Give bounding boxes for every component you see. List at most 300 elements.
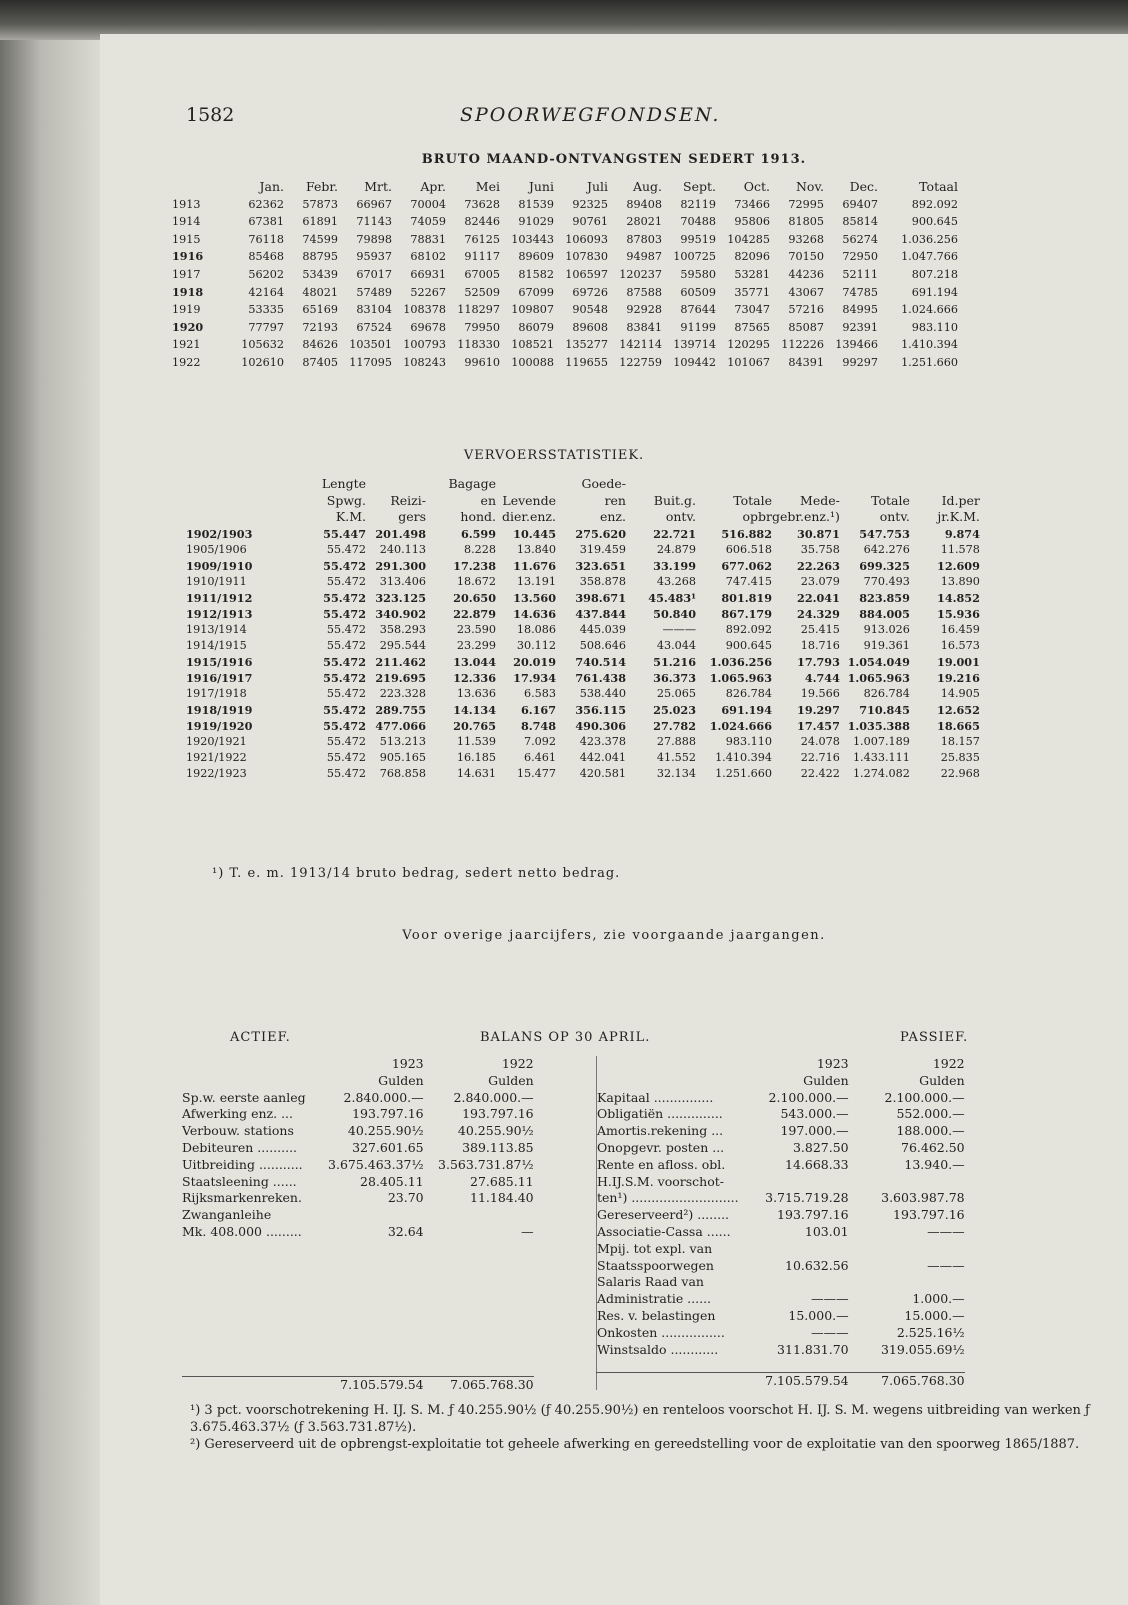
balans-value-1922: 319.055.69½	[880, 1341, 965, 1357]
cell: 807.218	[911, 267, 958, 281]
balans-value-1923: ———	[811, 1324, 849, 1340]
cell: 710.845	[859, 702, 910, 717]
cell: 17.934	[513, 670, 556, 685]
cell: 19.001	[937, 654, 980, 669]
cell: 15.936	[937, 606, 980, 621]
total-1923: 7.105.579.54	[739, 1372, 849, 1389]
cell: 892.092	[911, 197, 958, 211]
cell: 1.024.666	[709, 718, 772, 733]
passief-table	[596, 1056, 965, 1390]
cell: 55.472	[326, 766, 366, 780]
balans-value-1922: 1.000.—	[912, 1291, 965, 1307]
cell: 89609	[518, 250, 554, 264]
cell: 9.874	[944, 526, 980, 541]
cell: 71143	[356, 215, 392, 229]
cell: 52267	[410, 285, 446, 299]
vervoer-title: VERVOERSSTATISTIEK.	[463, 448, 645, 463]
cell: 103443	[511, 232, 554, 246]
cell: 107830	[565, 250, 608, 264]
balans-row	[182, 1157, 534, 1174]
cell: 122759	[619, 355, 662, 369]
spacer-row	[182, 1241, 534, 1377]
cell: 201.498	[375, 526, 426, 541]
cell: 340.902	[375, 606, 426, 621]
cell: 85814	[842, 215, 878, 229]
month-header: Jan.	[259, 179, 284, 194]
balans-label: Sp.w. eerste aanleg	[182, 1089, 306, 1105]
month-header: Aug.	[632, 179, 662, 194]
cell: 72950	[842, 250, 878, 264]
balans-value-1922: 193.797.16	[893, 1207, 965, 1223]
row-year: 1912/1913	[186, 606, 253, 621]
column-header-medegebr: Mede-	[800, 492, 840, 508]
balans-value-1922: 2.100.000.—	[884, 1089, 965, 1105]
balans-row	[597, 1274, 965, 1291]
monthly-header-row	[172, 178, 958, 196]
balans-value-1923: 2.100.000.—	[768, 1089, 849, 1105]
cell: 92928	[626, 303, 662, 317]
vervoer-footnote: ¹) T. e. m. 1913/14 bruto bedrag, sedert netto bedrag.	[212, 866, 621, 881]
cell: 85087	[788, 320, 824, 334]
cell: 89408	[626, 197, 662, 211]
row-year: 1916/1917	[186, 670, 253, 685]
balans-value-1922: ———	[927, 1223, 965, 1239]
balans-value-1922: —	[521, 1223, 534, 1239]
cell: 900.645	[725, 638, 772, 652]
table-row	[186, 574, 980, 590]
cell: 76118	[248, 232, 284, 246]
cell: 117095	[349, 355, 392, 369]
column-header-totale_ontv: Totale	[871, 492, 910, 508]
actief-table	[182, 1056, 534, 1394]
cell: 219.695	[375, 670, 426, 685]
cell: 8.228	[463, 542, 496, 556]
cell: 13.636	[456, 686, 496, 700]
cell: 105632	[241, 338, 284, 352]
cell: 24.078	[800, 734, 840, 748]
cell: 53439	[302, 267, 338, 281]
cell: 18.086	[516, 622, 556, 636]
cell: 87803	[626, 232, 662, 246]
cell: 1.036.256	[709, 654, 772, 669]
balans-value-1922: 40.255.90½	[457, 1123, 534, 1139]
total-1922: 7.065.768.30	[849, 1372, 965, 1389]
month-header: Mrt.	[364, 179, 392, 194]
balans-row	[182, 1090, 534, 1107]
row-year: 1917/1918	[186, 686, 247, 700]
cell: 420.581	[579, 766, 626, 780]
cell: 490.306	[575, 718, 626, 733]
page-number: 1582	[186, 104, 235, 126]
column-header-totale_ontv: ontv.	[879, 509, 910, 524]
cell: 538.440	[579, 686, 626, 700]
cell: 27.782	[653, 718, 696, 733]
cell: 22.968	[940, 766, 980, 780]
cell: 57873	[302, 197, 338, 211]
column-header-levende	[496, 476, 556, 493]
cell: 42164	[248, 285, 284, 299]
actief-unit-b: Gulden	[488, 1072, 534, 1088]
cell: 1.433.111	[852, 750, 910, 764]
cell: 884.005	[859, 606, 910, 621]
column-header-buitg	[626, 476, 696, 493]
cell: 41.552	[656, 750, 696, 764]
actief-unit-a: Gulden	[378, 1072, 424, 1088]
cell: 67005	[464, 267, 500, 281]
cell: 69407	[842, 197, 878, 211]
cell: 70150	[788, 250, 824, 264]
balans-row	[597, 1258, 965, 1275]
column-header-totale_opbr	[696, 476, 772, 493]
cell: 1.047.766	[901, 250, 958, 264]
cell: 25.415	[800, 622, 840, 636]
balans-label: Obligatiën ..............	[597, 1106, 723, 1122]
cell: 84391	[788, 355, 824, 369]
balans-value-1922: 389.113.85	[462, 1139, 534, 1155]
cell: 48021	[302, 285, 338, 299]
cell: 7.092	[523, 734, 556, 748]
balans-value-1923: 40.255.90½	[347, 1123, 424, 1139]
balans-value-1922	[849, 1174, 965, 1191]
book-spine	[0, 0, 100, 1605]
balans-label: Uitbreiding ...........	[182, 1156, 303, 1172]
cell: 14.134	[453, 702, 496, 717]
balans-value-1923	[739, 1174, 849, 1191]
table-row	[172, 248, 958, 266]
cell: 516.882	[721, 526, 772, 541]
balans-value-1923: 23.70	[387, 1190, 424, 1206]
cell: 109807	[511, 303, 554, 317]
cell: 30.871	[797, 526, 840, 541]
cell: 28021	[626, 215, 662, 229]
cell: 508.646	[579, 638, 626, 652]
cell: 1.274.082	[852, 766, 910, 780]
row-year: 1922/1923	[186, 766, 247, 780]
cell: 99610	[464, 355, 500, 369]
row-year: 1913/1914	[186, 622, 247, 636]
cell: 20.019	[513, 654, 556, 669]
balans-value-1923: 327.601.65	[352, 1139, 424, 1155]
row-year: 1922	[172, 355, 201, 369]
balans-value-1922	[424, 1207, 534, 1224]
cell: 10.445	[513, 526, 556, 541]
cell: 11.539	[456, 734, 496, 748]
balans-label: Mk. 408.000 .........	[182, 1223, 302, 1239]
cell: 91117	[464, 250, 500, 264]
cell: 22.879	[453, 606, 496, 621]
month-header: Mei	[475, 179, 500, 194]
total-row	[597, 1372, 965, 1389]
balans-row	[597, 1140, 965, 1157]
cell: 6.599	[460, 526, 496, 541]
cell: 112226	[781, 338, 824, 352]
cell: 100725	[673, 250, 716, 264]
balans-value-1923: 193.797.16	[352, 1106, 424, 1122]
row-year: 1915/1916	[186, 654, 253, 669]
cell: 100088	[511, 355, 554, 369]
cell: 72193	[302, 320, 338, 334]
cell: 826.784	[725, 686, 772, 700]
total-spacer	[597, 1372, 739, 1389]
cell: 84626	[302, 338, 338, 352]
table-row	[186, 734, 980, 750]
balans-row	[597, 1190, 965, 1207]
cell: 826.784	[863, 686, 910, 700]
month-header: Nov.	[795, 179, 824, 194]
header-spacer	[186, 509, 308, 526]
cell: 691.194	[911, 285, 958, 299]
column-header-reizigers: Reizi-	[390, 492, 426, 508]
cell: 55.472	[323, 606, 366, 621]
cell: 761.438	[575, 670, 626, 685]
actief-year-a: 1923	[391, 1056, 424, 1071]
cell: 20.765	[453, 718, 496, 733]
balans-label: Onopgevr. posten ...	[597, 1139, 725, 1155]
cell: 1.251.660	[715, 766, 772, 780]
cell: 57216	[788, 303, 824, 317]
balans-row	[597, 1325, 965, 1342]
row-year: 1919	[172, 303, 201, 317]
cell: 291.300	[375, 558, 426, 573]
column-header-totale_opbr: opbr	[742, 509, 772, 524]
balans-value-1923	[306, 1207, 424, 1224]
column-header-bagage: hond.	[460, 509, 496, 524]
cell: 983.110	[725, 734, 772, 748]
balans-value-1923: 2.840.000.—	[343, 1089, 424, 1105]
cell: 33.199	[653, 558, 696, 573]
cell: 74059	[410, 215, 446, 229]
passief-year-b: 1922	[932, 1056, 965, 1071]
month-header: Febr.	[306, 179, 338, 194]
cell: 93268	[788, 232, 824, 246]
cell: 55.472	[323, 558, 366, 573]
cell: 12.336	[453, 670, 496, 685]
cell: 323.125	[375, 590, 426, 605]
cell: 118297	[457, 303, 500, 317]
cell: 22.263	[797, 558, 840, 573]
passief-unit-b: Gulden	[919, 1072, 965, 1088]
cell: 19.566	[800, 686, 840, 700]
row-year: 1902/1903	[186, 526, 253, 541]
cell: 82446	[464, 215, 500, 229]
cell: 691.194	[721, 702, 772, 717]
cell: 867.179	[721, 606, 772, 621]
cell: 73466	[734, 197, 770, 211]
cell: 88795	[302, 250, 338, 264]
cell: 36.373	[653, 670, 696, 685]
cell: 983.110	[911, 320, 958, 334]
cell: 445.039	[579, 622, 626, 636]
cell: 1.251.660	[901, 355, 958, 369]
balans-row	[182, 1106, 534, 1123]
balans-row	[597, 1123, 965, 1140]
cell: 55.472	[326, 750, 366, 764]
cell: 356.115	[575, 702, 626, 717]
column-header-idper: Id.per	[941, 492, 980, 508]
cell: 87565	[734, 320, 770, 334]
cell: 30.112	[516, 638, 556, 652]
cell: 72995	[788, 197, 824, 211]
cell: 1.410.394	[715, 750, 772, 764]
balans-label: Onkosten ................	[597, 1324, 725, 1340]
cell: 32.134	[656, 766, 696, 780]
cell: 358.293	[379, 622, 426, 636]
balans-row	[597, 1207, 965, 1224]
balans-title: BALANS OP 30 APRIL.	[480, 1030, 651, 1045]
cell: 20.650	[453, 590, 496, 605]
cell: 90761	[572, 215, 608, 229]
balans-row	[597, 1241, 965, 1258]
cell: 57489	[356, 285, 392, 299]
cell: 85468	[248, 250, 284, 264]
month-header: Apr.	[420, 179, 446, 194]
cell: 142114	[619, 338, 662, 352]
column-header-idper: jr.K.M.	[937, 509, 980, 524]
cell: 323.651	[575, 558, 626, 573]
cell: 22.422	[800, 766, 840, 780]
table-row	[172, 196, 958, 214]
cell: 801.819	[721, 590, 772, 605]
cell: 55.472	[323, 670, 366, 685]
cell: 1.054.049	[847, 654, 910, 669]
balans-label: H.IJ.S.M. voorschot-	[597, 1173, 724, 1189]
actief-label: ACTIEF.	[230, 1030, 291, 1045]
balans-row	[182, 1224, 534, 1241]
month-header: Juli	[586, 179, 608, 194]
row-year: 1917	[172, 267, 201, 281]
cell: 8.748	[520, 718, 556, 733]
cell: 16.459	[940, 622, 980, 636]
cell: 211.462	[375, 654, 426, 669]
row-year: 1914/1915	[186, 638, 247, 652]
column-header-lengte: K.M.	[335, 509, 366, 524]
cell: 12.609	[937, 558, 980, 573]
balans-row	[597, 1224, 965, 1241]
cell: 25.835	[940, 750, 980, 764]
page	[100, 34, 1128, 1605]
cell: 24.329	[797, 606, 840, 621]
cell: 12.652	[937, 702, 980, 717]
column-header-reizigers: gers	[398, 509, 426, 524]
balans-value-1923: 311.831.70	[777, 1341, 849, 1357]
column-header-levende: dier.enz.	[502, 509, 556, 524]
cell: 275.620	[575, 526, 626, 541]
cell: 78831	[410, 232, 446, 246]
cell: 79898	[356, 232, 392, 246]
header-row	[186, 493, 980, 510]
cell: 25.065	[656, 686, 696, 700]
cell: 83841	[626, 320, 662, 334]
cell: 73047	[734, 303, 770, 317]
cell: 477.066	[375, 718, 426, 733]
table-row	[186, 750, 980, 766]
table-row	[172, 301, 958, 319]
row-year: 1920	[172, 319, 204, 334]
cell: 55.447	[323, 526, 366, 541]
table-row	[186, 590, 980, 606]
cell: 23.590	[456, 622, 496, 636]
cell: 22.716	[800, 750, 840, 764]
cell: 92391	[842, 320, 878, 334]
balans-value-1923: 3.675.463.37½	[328, 1156, 424, 1172]
cell: 25.023	[653, 702, 696, 717]
passief-label: PASSIEF.	[900, 1030, 969, 1045]
balans-row	[597, 1174, 965, 1191]
cell: 55.472	[323, 718, 366, 733]
cell: 43.268	[656, 574, 696, 588]
column-header-totale_ontv	[840, 476, 910, 493]
cell: 59580	[680, 267, 716, 281]
balans-label: Rijksmarkenreken.	[182, 1190, 302, 1206]
cell: 547.753	[859, 526, 910, 541]
column-header-buitg: ontv.	[665, 509, 696, 524]
cell: 52111	[842, 267, 878, 281]
cell: 919.361	[863, 638, 910, 652]
balans-value-1922: 2.525.16½	[896, 1324, 965, 1340]
cell: 18.665	[937, 718, 980, 733]
balans-label: Winstsaldo ............	[597, 1341, 719, 1357]
cell: 892.092	[725, 622, 772, 636]
row-year: 1918/1919	[186, 702, 253, 717]
table-row	[186, 558, 980, 574]
cell: 289.755	[375, 702, 426, 717]
cell: 18.716	[800, 638, 840, 652]
balans-row	[597, 1291, 965, 1308]
cell: 89608	[572, 320, 608, 334]
balans-row	[597, 1090, 965, 1107]
vervoer-table	[186, 476, 980, 782]
cell: ———	[662, 622, 696, 636]
column-header-levende: Levende	[502, 492, 556, 508]
month-header: Juni	[528, 179, 554, 194]
cell: 67524	[356, 320, 392, 334]
cell: 13.890	[940, 574, 980, 588]
cell: 823.859	[859, 590, 910, 605]
header-spacer	[186, 493, 308, 510]
cell: 91029	[518, 215, 554, 229]
cell: 699.325	[859, 558, 910, 573]
column-header-goederen: Goede-	[581, 476, 626, 491]
table-row	[186, 670, 980, 686]
table-row	[172, 213, 958, 231]
balans-label: Staatsleening ......	[182, 1173, 297, 1189]
cell: 139714	[673, 338, 716, 352]
balans-value-1923: 28.405.11	[360, 1173, 424, 1189]
balans-value-1923: ———	[811, 1291, 849, 1307]
cell: 6.167	[520, 702, 556, 717]
balans-value-1923: 10.632.56	[785, 1257, 849, 1273]
cell: 18.157	[940, 734, 980, 748]
cell: 14.636	[513, 606, 556, 621]
cell: 14.905	[940, 686, 980, 700]
balans-footnotes	[190, 1402, 1090, 1453]
table-row	[186, 702, 980, 718]
balans-value-1922	[849, 1274, 965, 1291]
cell: 95806	[734, 215, 770, 229]
cell: 87644	[680, 303, 716, 317]
cell: 109442	[673, 355, 716, 369]
balans-value-1923: 3.715.719.28	[765, 1190, 849, 1206]
cell: 53335	[248, 303, 284, 317]
table-row	[186, 606, 980, 622]
cell: 35.758	[800, 542, 840, 556]
cell: 99297	[842, 355, 878, 369]
balans-value-1922: 15.000.—	[904, 1307, 965, 1323]
month-header: Totaal	[919, 179, 958, 194]
footnote-2: ²) Gereserveerd uit de opbrengst-exploitatie tot geheele afwerking en gereedstelling voor de exploitatie van den spoorweg 1865/1887.	[190, 1437, 1080, 1452]
cell: 55.472	[326, 686, 366, 700]
cell: 1.024.666	[901, 303, 958, 317]
